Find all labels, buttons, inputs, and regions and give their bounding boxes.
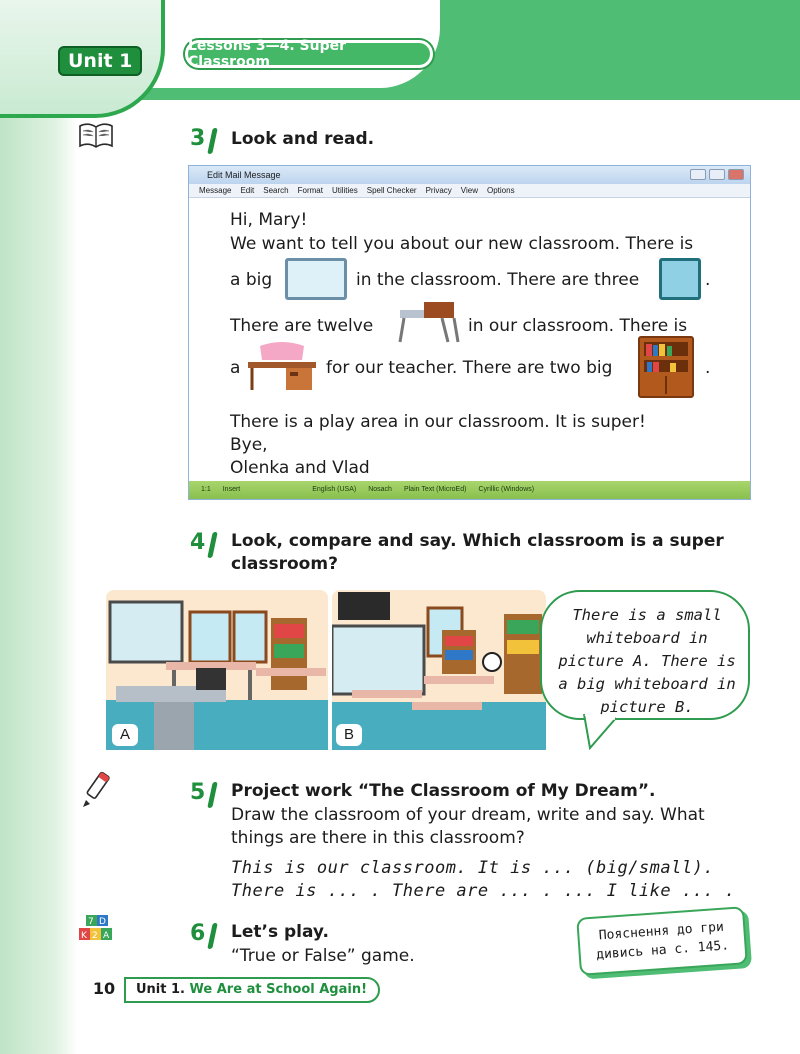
- close-button[interactable]: [728, 169, 744, 180]
- status-position: 1:1: [201, 486, 211, 493]
- unit-badge: Unit 1: [58, 46, 142, 76]
- letter-blocks-icon: [78, 914, 114, 948]
- task-4-number: 4: [190, 530, 206, 555]
- task-5-sample-line-2: There is ... . There are ... . ... I like ... .: [231, 881, 736, 901]
- mail-line-3b: in our classroom. There is: [468, 316, 688, 336]
- mail-greeting: Hi, Mary!: [230, 210, 308, 230]
- task-5-body-line-1: Draw the classroom of your dream, write and say. What: [231, 805, 705, 825]
- footer-unit-prefix: Unit 1.: [136, 982, 185, 997]
- svg-text:7: 7: [88, 917, 94, 927]
- whiteboard-picture: [285, 258, 347, 300]
- task-6-number: 6: [190, 921, 206, 946]
- mail-status-bar: [189, 481, 750, 499]
- svg-text:D: D: [99, 917, 106, 927]
- menu-edit[interactable]: Edit: [240, 186, 255, 195]
- task-5-number: 5: [190, 780, 206, 805]
- bubble-tail: [582, 712, 622, 752]
- status-mode: Insert: [222, 486, 241, 493]
- menu-spell-checker[interactable]: Spell Checker: [366, 186, 417, 195]
- footer: [88, 975, 388, 1005]
- task-4-title-line-2: classroom?: [231, 554, 338, 574]
- task-5-body-line-2: things are there in this classroom?: [231, 828, 525, 848]
- mail-line-6: Bye,: [230, 435, 268, 455]
- mail-window: [188, 165, 751, 500]
- task-5-sample-line-1: This is our classroom. It is ... (big/small).: [231, 858, 715, 878]
- mail-line-5: There is a play area in our classroom. It is super!: [230, 412, 646, 432]
- footer-unit-name: We Are at School Again!: [189, 982, 368, 997]
- bookcase-picture: [638, 336, 694, 398]
- classroom-b-picture: [332, 590, 546, 750]
- maximize-button[interactable]: [709, 169, 725, 180]
- lesson-title: Lessons 3—4. Super Classroom: [185, 40, 433, 68]
- desk-picture: [394, 300, 464, 344]
- mail-line-2b: in the classroom. There are three: [356, 270, 640, 290]
- status-user: Nosach: [368, 486, 392, 493]
- task-5-title: Project work “The Classroom of My Dream”.: [231, 781, 656, 801]
- mail-line-3a: There are twelve: [230, 316, 374, 336]
- menu-utilities[interactable]: Utilities: [331, 186, 358, 195]
- mail-line-4c: .: [705, 358, 711, 378]
- classroom-a-picture: [106, 590, 328, 750]
- speech-bubble: [540, 590, 750, 720]
- menu-view[interactable]: View: [460, 186, 478, 195]
- menu-options[interactable]: Options: [487, 186, 515, 195]
- status-encoding: Cyrillic (Windows): [478, 486, 535, 493]
- book-icon: [78, 122, 114, 154]
- label-b: B: [336, 724, 362, 746]
- mail-line-4b: for our teacher. There are two big: [326, 358, 613, 378]
- svg-text:K: K: [81, 931, 87, 941]
- task-6-body: “True or False” game.: [231, 946, 415, 966]
- teacher-desk-picture: [246, 340, 318, 392]
- status-format: Plain Text (MicroEd): [403, 486, 467, 493]
- task-3-title: Look and read.: [231, 129, 375, 149]
- mail-title-bar: [189, 166, 750, 184]
- footer-unit-title: [124, 977, 380, 1003]
- side-strip: [0, 0, 78, 1054]
- window-picture: [659, 258, 701, 300]
- mail-title: Edit Mail Message: [207, 170, 281, 180]
- mail-line-1: We want to tell you about our new classroom. There is: [230, 234, 694, 254]
- svg-text:2: 2: [92, 931, 98, 941]
- mail-line-7: Olenka and Vlad: [230, 458, 370, 478]
- menu-search[interactable]: Search: [263, 186, 289, 195]
- mail-line-4a: a: [230, 358, 241, 378]
- game-note: Пояснення до гри дивись на с. 145.: [576, 906, 748, 976]
- menu-privacy[interactable]: Privacy: [425, 186, 452, 195]
- menu-message[interactable]: Message: [199, 186, 232, 195]
- svg-text:A: A: [103, 931, 110, 941]
- minimize-button[interactable]: [690, 169, 706, 180]
- task-6-title: Let’s play.: [231, 922, 329, 942]
- status-language: English (USA): [312, 486, 357, 493]
- mail-line-2a: a big: [230, 270, 273, 290]
- task-3-number: 3: [190, 126, 206, 151]
- mail-menu-bar: [189, 184, 750, 198]
- mail-line-2c: .: [705, 270, 711, 290]
- task-4-title-line-1: Look, compare and say. Which classroom is a super: [231, 531, 724, 551]
- label-a: A: [112, 724, 138, 746]
- menu-format[interactable]: Format: [297, 186, 323, 195]
- bubble-text: There is a small whiteboard in picture A. There is a big whiteboard in picture B.: [558, 606, 736, 716]
- pencil-icon: [80, 770, 114, 812]
- page-number: 10: [92, 979, 116, 998]
